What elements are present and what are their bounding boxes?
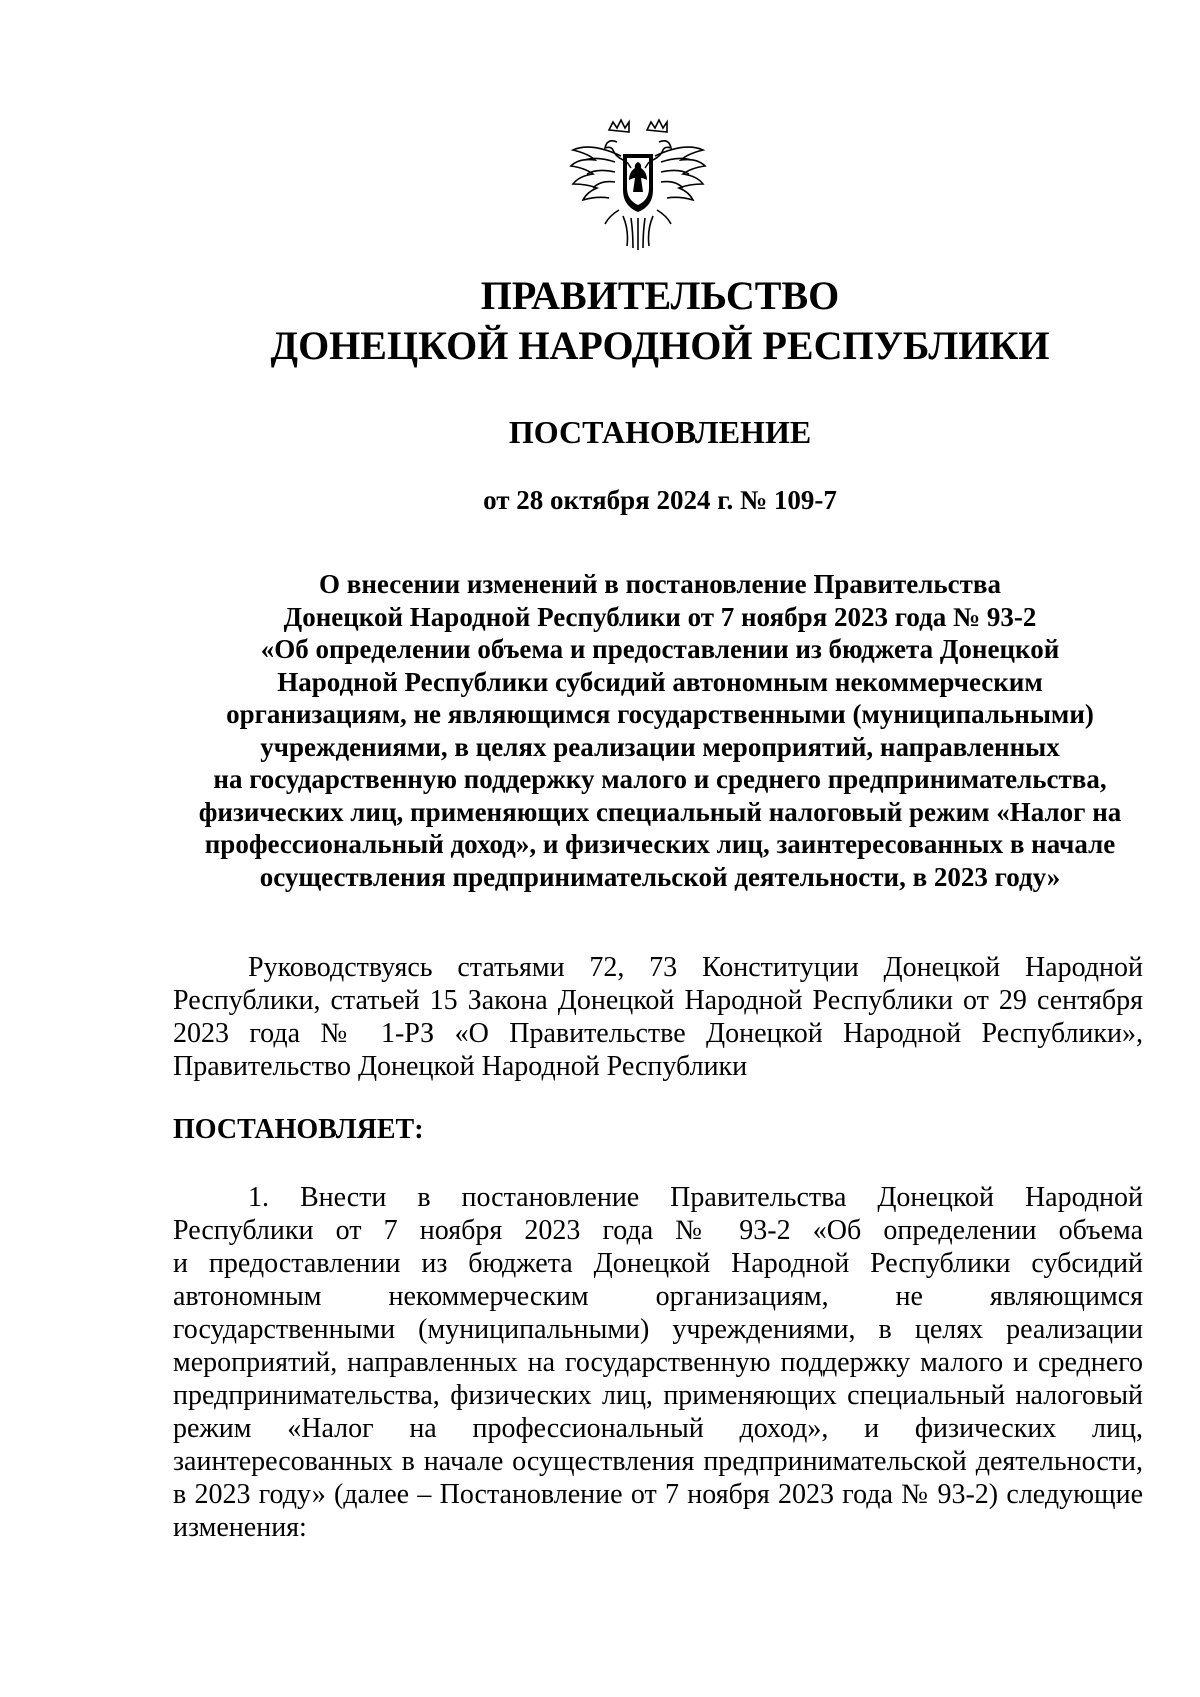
document-date-number: от 28 октября 2024 г. № 109-7: [483, 485, 837, 515]
preamble-line: Республики, статьей 15 Закона Донецкой Народной Республики от 29 сентября: [173, 985, 1143, 1016]
clause-line: в 2023 году» (далее – Постановление от 7 ноября 2023 года № 93-2) следующие: [173, 1479, 1143, 1510]
subject-line: О внесении изменений в постановление Правительства: [319, 569, 1001, 599]
document-type: ПОСТАНОВЛЕНИЕ: [508, 414, 812, 450]
subject-line: «Об определении объема и предоставлении из бюджета Донецкой: [260, 634, 1060, 664]
government-title-line-2: ДОНЕЦКОЙ НАРОДНОЙ РЕСПУБЛИКИ: [270, 323, 1050, 368]
clause-line: и предоставлении из бюджета Донецкой Народной Республики субсидий: [173, 1248, 1143, 1279]
clause-line: мероприятий, направленных на государственную поддержку малого и среднего: [173, 1347, 1143, 1378]
preamble-line: Руководствуясь статьями 72, 73 Конституции Донецкой Народной: [248, 952, 1143, 983]
subject-line: учреждениями, в целях реализации мероприятий, направленных: [260, 731, 1060, 762]
clause-line: автономным некоммерческим организациям, не являющимся: [173, 1281, 1143, 1312]
subject-line: на государственную поддержку малого и среднего предпринимательства,: [213, 764, 1107, 794]
decree-heading: ПОСТАНОВЛЯЕТ:: [173, 1114, 424, 1145]
clause-line: государственными (муниципальными) учреждениями, в целях реализации: [173, 1314, 1143, 1345]
clause-line: изменения:: [173, 1512, 307, 1543]
preamble-paragraph: [173, 951, 1143, 1083]
subject-line: осуществления предпринимательской деятельности, в 2023 году»: [259, 861, 1061, 892]
document-subject: [120, 568, 1200, 893]
subject-line: профессиональный доход», и физических лиц, заинтересованных в начале: [204, 829, 1116, 859]
clause-line: режим «Налог на профессиональный доход», и физических лиц,: [173, 1413, 1143, 1444]
government-title: [120, 271, 1200, 371]
clause-line: Республики от 7 ноября 2023 года № 93-2 «Об определении объема: [173, 1215, 1143, 1246]
government-title-line-1: ПРАВИТЕЛЬСТВО: [480, 273, 840, 318]
clause-1-paragraph: [173, 1181, 1143, 1544]
clause-line: предпринимательства, физических лиц, применяющих специальный налоговый: [173, 1380, 1143, 1411]
subject-line: Народной Республики субсидий автономным некоммерческим: [277, 666, 1043, 697]
subject-line: физических лиц, применяющих специальный налоговый режим «Налог на: [198, 796, 1122, 827]
clause-line: 1. Внести в постановление Правительства Донецкой Народной: [248, 1182, 1143, 1213]
preamble-line: 2023 года № 1-РЗ «О Правительстве Донецкой Народной Республики»,: [173, 1018, 1143, 1049]
eagle-coat-of-arms-icon: [565, 112, 711, 258]
preamble-line: Правительство Донецкой Народной Республики: [173, 1051, 748, 1082]
clause-line: заинтересованных в начале осуществления предпринимательской деятельности,: [173, 1446, 1143, 1477]
subject-line: Донецкой Народной Республики от 7 ноября 2023 года № 93-2: [283, 601, 1037, 632]
subject-line: организациям, не являющимся государственными (муниципальными): [226, 699, 1094, 729]
